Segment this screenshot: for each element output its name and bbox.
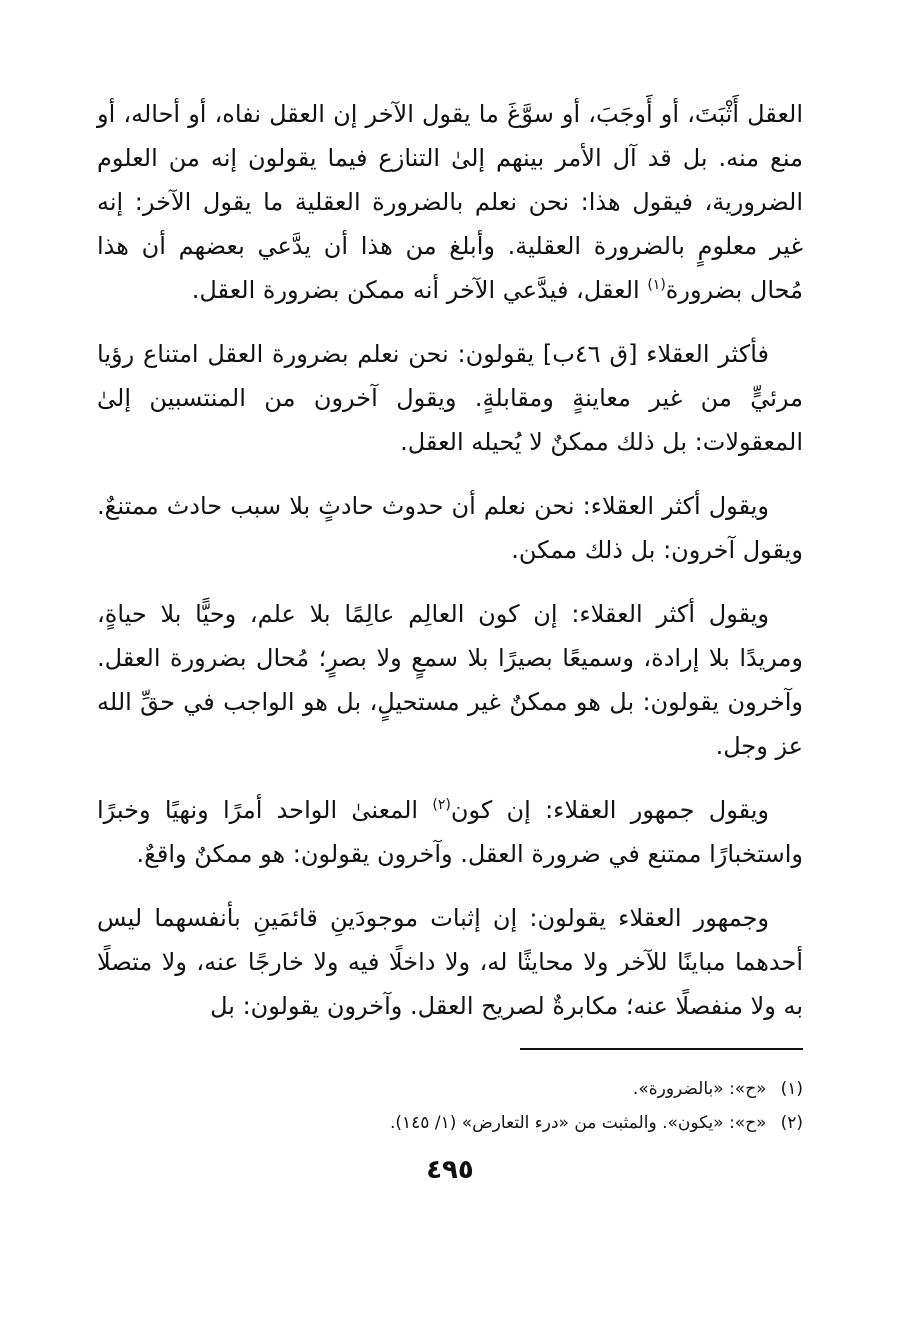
footnote-separator (520, 1048, 803, 1050)
paragraph-6 (97, 896, 803, 1028)
paragraph-5-text: ويقول جمهور العقلاء: إن كون (450, 796, 770, 824)
paragraph-1-text: العقل أَثْبَتَ، أو أَوجَبَ، أو سوَّغَ ما يقول الآخر إن العقل نفاه، أو أحاله، أو منع منه. بل قد آل الأمر بينهم إلىٰ التنازع فيما يقولون إنه من العلوم الضرورية، فيقول هذا: نحن نعلم بالضرورة العقلية ما يقول الآخر: إنه غير معلومٍ بالضرورة العقلية. وأبلغ من هذا أن يدَّعي بعضهم أن هذا مُحال بضرورة (97, 100, 803, 304)
paragraph-4-text: ويقول أكثر العقلاء: إن كون العالِم عالِمًا بلا علم، وحيًّا بلا حياةٍ، ومريدًا بلا إرادة، وسميعًا بصيرًا بلا سمعٍ ولا بصرٍ؛ مُحال بضرورة العقل. وآخرون يقولون: بل هو ممكنٌ غير مستحيلٍ، بل هو الواجب في حقِّ الله عز وجل. (97, 600, 803, 760)
footnote-1-number: (١) (780, 1079, 803, 1099)
paragraph-2-text: فأكثر العقلاء [ق ٤٦ب] يقولون: نحن نعلم بضرورة العقل امتناع رؤيا مرئيٍّ من غير معاينةٍ ومقابلةٍ. ويقول آخرون من المنتسبين إلىٰ المعقولات: بل ذلك ممكنٌ لا يُحيله العقل. (97, 340, 803, 456)
footnote-2-text: «ح»: «يكون». والمثبت من «درء التعارض» (١/ ١٤٥). (390, 1113, 767, 1133)
paragraph-5 (97, 788, 803, 876)
footnote-1-text: «ح»: «بالضرورة». (632, 1079, 767, 1099)
footnote-ref-1[interactable]: (١) (647, 277, 666, 293)
paragraph-1-text-cont: العقل، فيدَّعي الآخر أنه ممكن بضرورة العقل. (191, 276, 648, 304)
footnote-ref-2[interactable]: (٢) (432, 797, 451, 813)
page-number: ٤٩٥ (426, 1155, 474, 1185)
footnote-2-number: (٢) (780, 1113, 803, 1133)
paragraph-5-text-cont: المعنىٰ الواحد أمرًا ونهيًا وخبرًا واستخبارًا ممتنع في ضرورة العقل. وآخرون يقولون: هو ممكنٌ واقعٌ. (97, 796, 803, 868)
footnotes (97, 1072, 803, 1140)
paragraph-6-text: وجمهور العقلاء يقولون: إن إثبات موجودَينِ قائمَينِ بأنفسهما ليس أحدهما مباينًا للآخر ولا محايثًا له، ولا داخلًا فيه ولا خارجًا عنه، ولا متصلًا به ولا منفصلًا عنه؛ مكابرةٌ لصريح العقل. وآخرون يقولون: بل (97, 904, 803, 1020)
paragraph-2 (97, 332, 803, 464)
footnote-2 (97, 1106, 803, 1140)
paragraph-1 (97, 92, 803, 312)
main-text (97, 92, 803, 1048)
paragraph-3-text: ويقول أكثر العقلاء: نحن نعلم أن حدوث حادثٍ بلا سبب حادث ممتنعٌ. ويقول آخرون: بل ذلك ممكن. (97, 492, 803, 564)
footnote-1 (97, 1072, 803, 1106)
paragraph-3 (97, 484, 803, 572)
paragraph-4 (97, 592, 803, 768)
